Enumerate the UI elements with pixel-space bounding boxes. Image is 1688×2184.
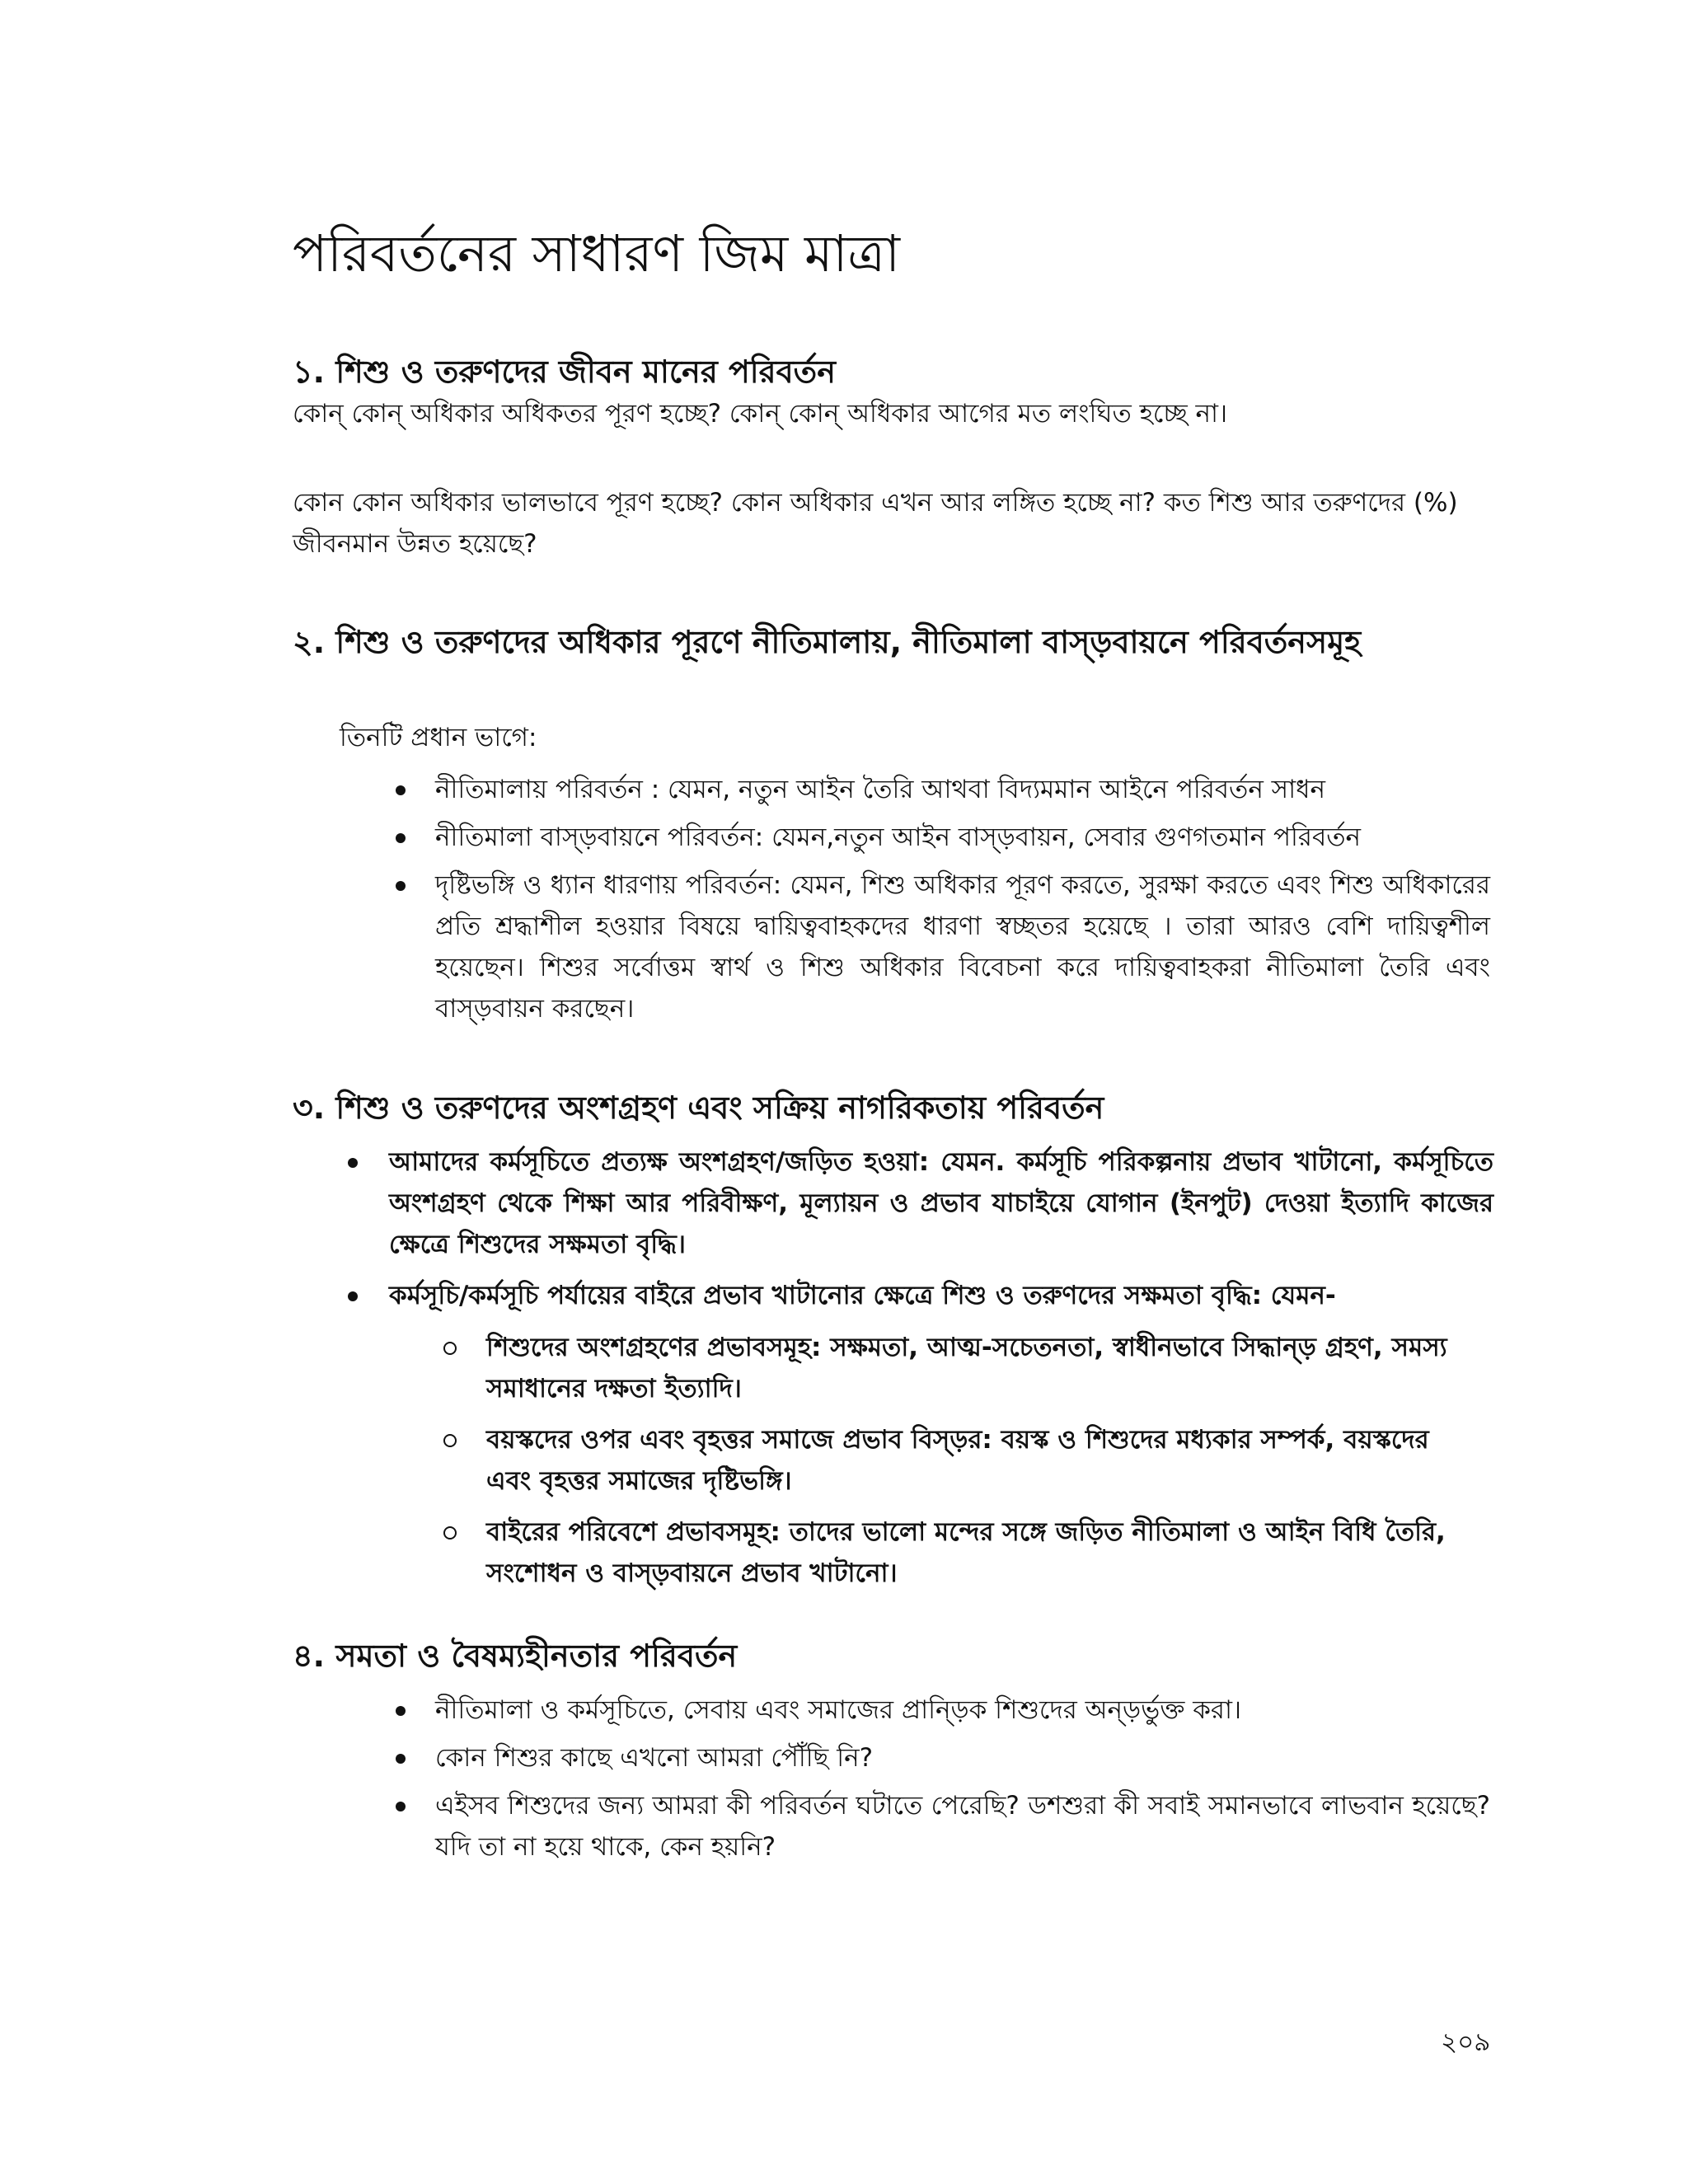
section-1-heading: ১. শিশু ও তরুণদের জীবন মানের পরিবর্তন — [293, 354, 836, 390]
sub-list-item: বয়স্কদের ওপর এবং বৃহত্তর সমাজে প্রভাব বিস্ড়র: বয়স্ক ও শিশুদের মধ্যকার সম্পর্ক, বয়স্কদের এবং বৃহত্তর সমাজের দৃষ্টিভঙ্গি। — [486, 1419, 1459, 1502]
bullet-icon — [396, 785, 406, 795]
section-1-paragraph-2: কোন কোন অধিকার ভালভাবে পূরণ হচ্ছে? কোন অধিকার এখন আর লঙ্গিত হচ্ছে না? কত শিশু আর তরুণদের (%) জীবনমান উন্নত হয়েছে? — [293, 488, 1458, 559]
list-item: কর্মসূচি/কর্মসূচি পর্যায়ের বাইরে প্রভাব খাটানোর ক্ষেত্রে শিশু ও তরুণদের সক্ষমতা বৃদ্ধি: যেমন- — [389, 1275, 1493, 1316]
sub-list-item: শিশুদের অংশগ্রহণের প্রভাবসমূহ: সক্ষমতা, আত্ম-সচেতনতা, স্বাধীনভাবে সিদ্ধান্ড় গ্রহণ, সমস্য সমাধানের দক্ষতা ইত্যাদি। — [486, 1327, 1459, 1409]
bullet-icon — [396, 881, 406, 891]
hollow-bullet-icon — [443, 1526, 457, 1540]
section-2-intro: তিনটি প্রধান ভাগে: — [340, 723, 537, 752]
section-3-heading: ৩. শিশু ও তরুণদের অংশগ্রহণ এবং সক্রিয় নাগরিকতায় পরিবর্তন — [293, 1090, 1104, 1126]
section-4-list — [435, 1690, 1490, 1874]
page-number: ২০৯ — [1441, 2027, 1491, 2057]
bullet-icon — [396, 1802, 406, 1811]
list-item: নীতিমালায় পরিবর্তন : যেমন, নতুন আইন তৈরি আথবা বিদ্যমমান আইনে পরিবর্তন সাধন — [435, 769, 1490, 810]
list-item: দৃষ্টিভঙ্গি ও ধ্যান ধারণায় পরিবর্তন: যেমন, শিশু অধিকার পূরণ করতে, সুরক্ষা করতে এবং শিশু অধিকারের প্রতি শ্রদ্ধাশীল হওয়ার বিষয়ে দ্বায়িত্ববাহকদের ধারণা স্বচ্ছতর হয়েছে । তারা আরও বেশি দায়িত্বশীল হয়েছেন। শিশুর সর্বোত্তম স্বার্থ ও শিশু অধিকার বিবেচনা করে দায়িত্ববাহকরা নীতিমালা তৈরি এবং বাস্ড়বায়ন করছেন। — [435, 865, 1490, 1029]
section-3-sublist — [486, 1327, 1459, 1601]
section-3-list — [389, 1141, 1493, 1319]
list-item: নীতিমালা ও কর্মসূচিতে, সেবায় এবং সমাজের প্রান্ড়িক শিশুদের অন্ড়র্ভুক্ত করা। — [435, 1690, 1490, 1731]
hollow-bullet-icon — [443, 1434, 457, 1447]
bullet-icon — [396, 1706, 406, 1716]
section-1 — [293, 350, 1496, 434]
list-item: আমাদের কর্মসূচিতে প্রত্যক্ষ অংশগ্রহণ/জড়িত হওয়া: যেমন. কর্মসূচি পরিকল্পনায় প্রভাব খাটানো, কর্মসূচিতে অংশগ্রহণ থেকে শিক্ষা আর পরিবীক্ষণ, মূল্যায়ন ও প্রভাব যাচাইয়ে যোগান (ইনপুট) দেওয়া ইত্যাদি কাজের ক্ষেত্রে শিশুদের সক্ষমতা বৃদ্ধি। — [389, 1141, 1493, 1265]
bullet-icon — [396, 833, 406, 843]
hollow-bullet-icon — [443, 1342, 457, 1355]
sub-list-item: বাইরের পরিবেশে প্রভাবসমূহ: তাদের ভালো মন্দের সঙ্গে জড়িত নীতিমালা ও আইন বিধি তৈরি, সংশোধন ও বাস্ড়বায়নে প্রভাব খাটানো। — [486, 1511, 1459, 1594]
list-item: এইসব শিশুদের জন্য আমরা কী পরিবর্তন ঘটাতে পেরেছি? ডশশুরা কী সবাই সমানভাবে লাভবান হয়েছে? যদি তা না হয়ে থাকে, কেন হয়নি? — [435, 1785, 1490, 1868]
section-2-heading: ২. শিশু ও তরুণদের অধিকার পূরণে নীতিমালায়, নীতিমালা বাস্ড়বায়নে পরিবর্তনসমূহ — [293, 624, 1362, 660]
section-1-paragraph-1: কোন্ কোন্ অধিকার অধিকতর পূরণ হচ্ছে? কোন্ কোন্ অধিকার আগের মত লংঘিত হচ্ছে না। — [293, 399, 1228, 429]
list-item: নীতিমালা বাস্ড়বায়নে পরিবর্তন: যেমন,নতুন আইন বাস্ড়বায়ন, সেবার গুণগতমান পরিবর্তন — [435, 817, 1490, 858]
section-4 — [293, 1634, 1496, 1677]
section-2 — [293, 621, 1496, 663]
bullet-icon — [348, 1291, 358, 1301]
bullet-icon — [396, 1754, 406, 1764]
list-item: কোন শিশুর কাছে এখনো আমরা পৌঁছি নি? — [435, 1737, 1490, 1779]
section-3 — [293, 1086, 1496, 1129]
section-2-list — [435, 769, 1490, 1036]
bullet-icon — [348, 1158, 358, 1168]
page-title: পরিবর্তনের সাধারণ জিম মাত্রা — [293, 223, 900, 284]
section-4-heading: ৪. সমতা ও বৈষম্যহীনতার পরিবর্তন — [293, 1638, 738, 1674]
section-1-extra — [293, 482, 1463, 565]
